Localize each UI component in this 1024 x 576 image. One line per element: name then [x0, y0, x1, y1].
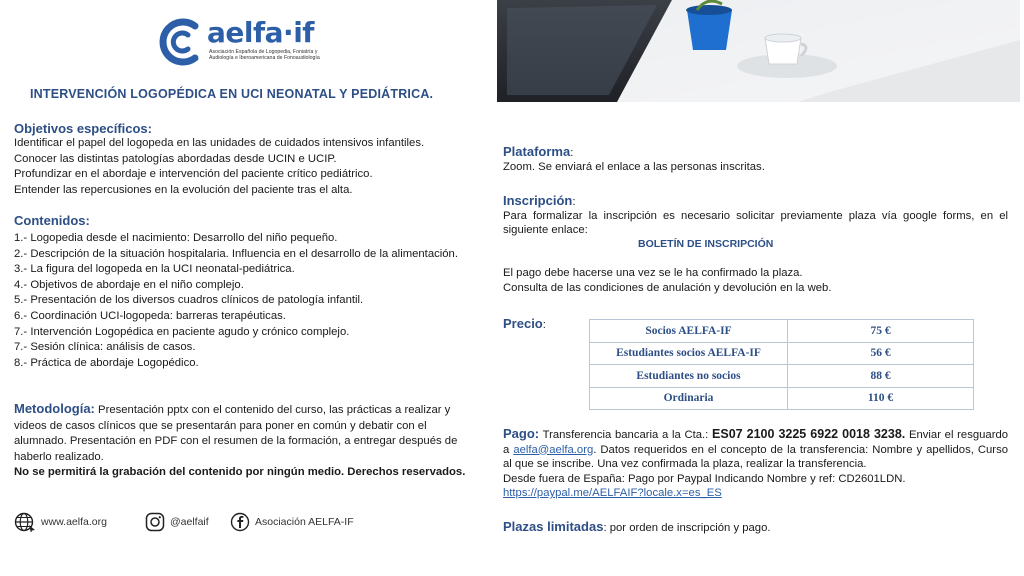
table-row [590, 365, 974, 388]
footer-web[interactable] [14, 512, 107, 532]
footer-facebook-label: Asociación AELFA-IF [255, 516, 354, 528]
list-item: 4.- Objetivos de abordaje en el niño complejo. [14, 278, 244, 291]
plazas-block: Plazas limitadas: por orden de inscripción y pago. [503, 519, 771, 534]
contenidos-list [14, 231, 474, 371]
list-item: 1.- Logopedia desde el nacimiento: Desarrollo del niño pequeño. [14, 232, 338, 244]
pago-text: Enviar el resguardo a [503, 429, 1009, 456]
inscripcion-line: El pago debe hacerse una vez se le ha confirmado la plaza. [503, 267, 803, 279]
list-item: 2.- Descripción de la situación hospitalaria. Influencia en el desarrollo de la alimentación. [14, 247, 458, 260]
footer-instagram-label: @aelfaif [170, 516, 209, 528]
header-photo [497, 0, 1020, 102]
pago-heading: Pago: [503, 426, 540, 441]
inscripcion-conditions [503, 266, 1008, 296]
pago-paypal-text: Desde fuera de España: Pago por Paypal Indicando Nombre y ref: CD2601LDN. [503, 472, 906, 485]
inscripcion-line: Consulta de las condiciones de anulación y devolución en la web. [503, 282, 832, 294]
email-link[interactable]: aelfa@aelfa.org [513, 443, 594, 456]
price-table [589, 319, 974, 410]
table-row [590, 387, 974, 410]
footer-instagram[interactable] [145, 512, 209, 532]
globe-icon [14, 512, 36, 532]
price-value: 110 € [788, 387, 974, 410]
plataforma-text: Zoom. Se enviará el enlace a las personas inscritas. [503, 161, 765, 173]
price-value: 88 € [788, 365, 974, 388]
facebook-icon [230, 512, 250, 532]
logo-name: aelfa·if [207, 16, 314, 49]
list-item: 8.- Práctica de abordaje Logopédico. [14, 356, 199, 369]
list-item: Conocer las distintas patologías abordadas desde UCIN e UCIP. [14, 152, 337, 165]
list-item: 6.- Coordinación UCI-logopeda: barreras terapéuticas. [14, 309, 286, 322]
precio-heading: Precio: [503, 316, 546, 331]
objetivos-heading: Objetivos específicos: [14, 121, 152, 136]
price-label: Socios AELFA-IF [590, 320, 788, 343]
plataforma-heading: Plataforma: [503, 144, 574, 159]
page-title: INTERVENCIÓN LOGOPÉDICA EN UCI NEONATAL Y PEDIÁTRICA. [30, 87, 434, 101]
price-label: Estudiantes no socios [590, 365, 788, 388]
instagram-icon [145, 512, 165, 532]
paypal-link[interactable]: https://paypal.me/AELFAIF?locale.x=es_ES [503, 487, 722, 500]
inscripcion-heading: Inscripción: [503, 193, 576, 208]
aelfa-logo [155, 16, 335, 74]
logo-subtitle: Asociación Española de Logopedia, Foniatría y Audiología e Iberoamericana de Fonoaudiología [209, 49, 320, 61]
pago-text: . Datos requeridos en el concepto de la transferencia: Nombre y apellidos, Curso al que se inscribe. Una vez confirmada la plaza, realizar la transferencia. [503, 443, 1008, 471]
list-item: 3.- La figura del logopeda en la UCI neonatal-pediátrica. [14, 263, 295, 276]
boletin-inscripcion-link[interactable]: BOLETÍN DE INSCRIPCIÓN [638, 238, 774, 250]
metodologia-heading: Metodología: [14, 401, 95, 416]
list-item: Identificar el papel del logopeda en las unidades de cuidados intensivos infantiles. [14, 137, 425, 149]
price-label: Ordinaria [590, 387, 788, 410]
pago-block [503, 427, 1008, 501]
aelfa-logo-mark [155, 16, 205, 68]
footer-contacts [14, 512, 474, 532]
table-row [590, 342, 974, 365]
list-item: 5.- Presentación de los diversos cuadros clínicos de patología infantil. [14, 294, 364, 307]
list-item: 7.- Sesión clínica: análisis de casos. [14, 341, 196, 354]
plazas-text: por orden de inscripción y pago. [609, 522, 771, 534]
list-item: 7.- Intervención Logopédica en paciente agudo y crónico complejo. [14, 325, 350, 338]
metodologia-block [14, 401, 474, 481]
footer-web-label: www.aelfa.org [41, 516, 107, 528]
contenidos-heading: Contenidos: [14, 213, 90, 228]
objetivos-list [14, 136, 474, 198]
pago-iban: ES07 2100 3225 6922 0018 3238. [712, 427, 906, 441]
price-value: 56 € [788, 342, 974, 365]
pago-text: Transferencia bancaria a la Cta.: [542, 429, 709, 441]
price-value: 75 € [788, 320, 974, 343]
metodologia-notice: No se permitirá la grabación del contenido por ningún medio. Derechos reservados. [14, 466, 466, 479]
price-label: Estudiantes socios AELFA-IF [590, 342, 788, 365]
plazas-heading: Plazas limitadas [503, 519, 604, 534]
list-item: Entender las repercusiones en la evolución del paciente tras el alta. [14, 183, 353, 196]
table-row [590, 320, 974, 343]
metodologia-text: Presentación pptx con el contenido del curso, las prácticas a realizar y videos de casos clínicos que se presentarán para poner en común y debatir con el alumnado. Presentación en PDF con el resumen de la formación, a entregar después de haberlo realizado. [14, 404, 458, 463]
list-item: Profundizar en el abordaje e intervención del paciente crítico pediátrico. [14, 168, 373, 181]
inscripcion-text: Para formalizar la inscripción es necesario solicitar previamente plaza vía google forms, en el siguiente enlace: [503, 210, 1008, 236]
footer-facebook[interactable] [230, 512, 354, 532]
